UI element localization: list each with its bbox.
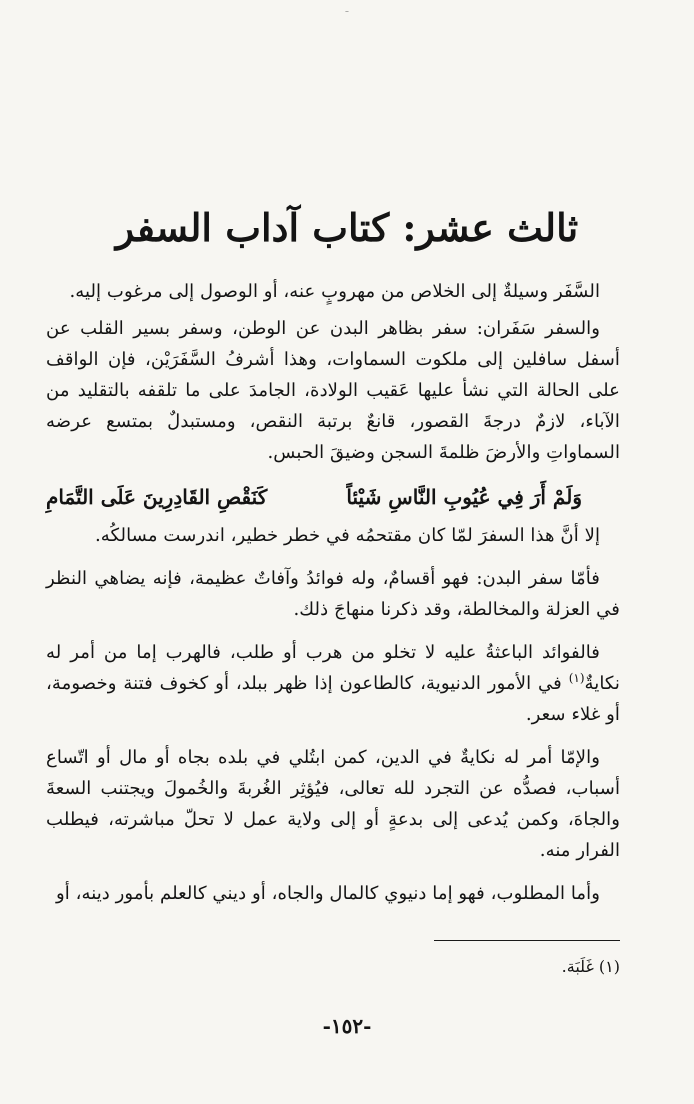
- verse-hemistich-first: وَلَمْ أَرَ فِي عُيُوبِ النَّاسِ شَيْئاً: [346, 485, 582, 509]
- paragraph-sought: وأما المطلوب، فهو إما دنيوي كالمال والجاه، أو ديني كالعلم بأمور دينه، أو: [55, 883, 600, 904]
- chapter-title: ثالث عشر: كتاب آداب السفر: [115, 205, 579, 250]
- paragraph-body-travel: فأمّا سفر البدن: فهو أقسامٌ، وله فوائدُ وآفاتٌ عظيمة، فإنه يضاهي النظر في العزلة والمخالطة، وقد ذكرنا منهاجَ ذلك.: [46, 568, 620, 620]
- main-text: [46, 276, 620, 921]
- footnote-divider: [434, 940, 620, 941]
- verse-hemistich-second: كَنَقْصِ القَادِرِينَ عَلَى التَّمَامِ: [46, 485, 268, 509]
- paragraph-two-journeys: والسفر سَفَران: سفر بظاهر البدن عن الوطن، وسفر بسير القلب عن أسفل سافلين إلى ملكوت السماوات، وهذا أشرفُ السَّفَرَيْن، فإن الواقف على الحالة التي نشأ عليها عَقيب الولادة، الجامدَ على ما تلقفه بالتقليد من الآباء، لازمٌ درجةَ القصور، قانعٌ برتبة النقص، ومستبدلٌ بمتسع عرضه السماواتِ والأرضَ ظلمةَ السجن وضيقَ الحبس.: [46, 318, 620, 463]
- footnote: (١) غَلَبَة.: [561, 957, 620, 976]
- paragraph-benefits-continuation: في الأمور الدنيوية، كالطاعون إذا ظهر ببلد، أو كخوف فتنة وخصومة، أو غلاء سعر.: [46, 673, 620, 725]
- paragraph-religious-harm: والإمّا أمر له نكايةٌ في الدين، كمن ابتُلي في بلده بجاه أو مال أو اتّساع أسباب، فصدُّه عن التجرد لله تعالى، فيُؤثِر الغُربةَ والخُمولَ ويجتنب السعةَ والجاهَ، وكمن يُدعى إلى بدعةٍ أو إلى ولاية عمل لا تحلّ مباشرته، فيطلب الفرار منه.: [46, 747, 620, 861]
- poetry-verse: [46, 480, 620, 514]
- paragraph-definition: السَّفَر وسيلةٌ إلى الخلاص من مهروبٍ عنه، أو الوصول إلى مرغوب إليه.: [69, 281, 600, 302]
- footnote-reference: (١): [568, 670, 585, 685]
- paragraph-benefits: [46, 637, 620, 730]
- page-number: -١٥٢-: [322, 1014, 372, 1038]
- paragraph-benefits-text: فالفوائد الباعثةُ عليه لا تخلو من هرب أو طلب، فالهرب إما من أمر له نكايةٌ: [46, 642, 620, 694]
- paragraph-after-verse: إلا أنَّ هذا السفرَ لمّا كان مقتحمُه في خطر خطير، اندرست مسالكُه.: [94, 525, 600, 546]
- top-mark: ـ: [345, 4, 349, 15]
